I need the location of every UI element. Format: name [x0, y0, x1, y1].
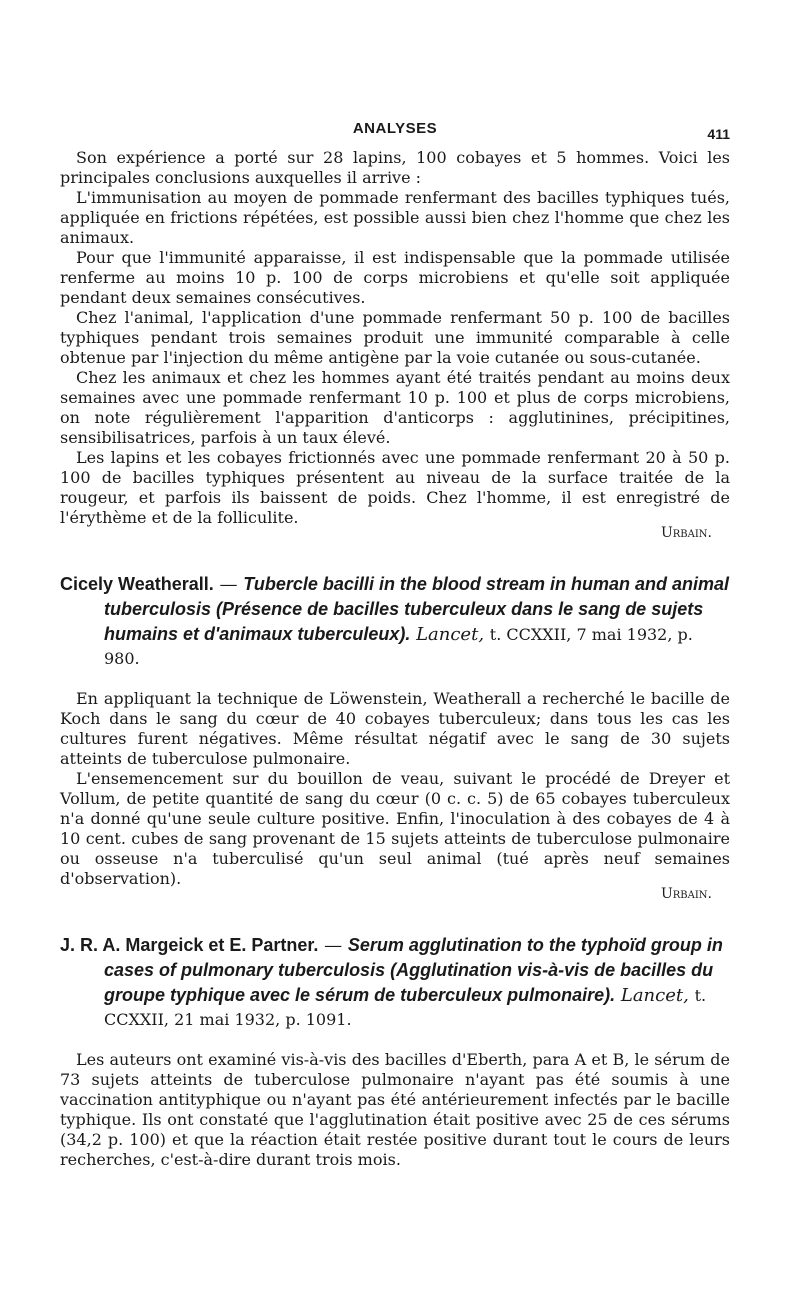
article-citation: t. CCXXII, 7 mai 1932, p. 980. — [104, 625, 693, 668]
article-authors: J. R. A. Margeick et E. Partner. — [60, 935, 319, 955]
paragraph: En appliquant la technique de Löwenstein, Weatherall a recherché le bacille de Koch dans le sang du cœur de 40 cobayes tuberculeux; dans tous les cas les cultures furent négatives. Même résultat négatif avec le sang de 30 sujets atteints de tuberculose pulmonaire. — [60, 689, 730, 768]
paragraph: Les auteurs ont examiné vis-à-vis des bacilles d'Eberth, para A et B, le sérum de 73 sujets atteints de tuberculose pulmonaire n'ayant pas été soumis à une vaccination antityphique ou n'ayant pas été antérieurement infectés par le bacille typhique. Ils ont constaté que l'agglutination était positive avec 25 de ces sérums (34,2 p. 100) et que la réaction était restée positive durant tout le cours de leurs recherches, c'est-à-dire durant trois mois. — [60, 1050, 730, 1169]
first-article — [60, 148, 730, 542]
paragraph: Chez les animaux et chez les hommes ayant été traités pendant au moins deux semaines avec une pommade renfermant 10 p. 100 et plus de corps microbiens, on note régulièrement l'apparition d'anticorps : agglutinines, précipitines, sensibilisatrices, parfois à un taux élevé. — [60, 368, 730, 447]
page — [60, 112, 730, 1170]
journal-name: Lancet, — [416, 624, 485, 645]
article-citation: t. CCXXII, 21 mai 1932, p. 1091. — [104, 986, 707, 1029]
running-head — [60, 112, 730, 148]
signature: Urbain. — [660, 525, 712, 541]
article-title: Tubercle bacilli in the blood stream in human and animal tuberculosis (Présence de bacilles tuberculeux dans le sang de sujets humains et d'animaux tuberculeux). — [104, 574, 729, 644]
paragraph: Son expérience a porté sur 28 lapins, 100 cobayes et 5 hommes. Voici les principales conclusions auxquelles il arrive : — [60, 148, 730, 187]
article-authors: Cicely Weatherall. — [60, 574, 214, 594]
page-number: 411 — [707, 126, 730, 142]
paragraph: L'immunisation au moyen de pommade renfermant des bacilles typhiques tués, appliquée en frictions répétées, est possible aussi bien chez l'homme que chez les animaux. — [60, 188, 730, 247]
paragraph: L'ensemencement sur du bouillon de veau, suivant le procédé de Dreyer et Vollum, de petite quantité de sang du cœur (0 c. c. 5) de 65 cobayes tuberculeux n'a donné qu'une seule culture positive. Enfin, l'inoculation à des cobayes de 4 à 10 cent. cubes de sang provenant de 15 sujets atteints de tuberculose pulmonaire ou osseuse n'a tuberculisé qu'un seul animal (tué après neuf semaines d'observation). — [60, 769, 730, 888]
paragraph: Chez l'animal, l'application d'une pommade renfermant 50 p. 100 de bacilles typhiques pendant trois semaines produit une immunité comparable à celle obtenue par l'injection du même antigène par la voie cutanée ou sous-cutanée. — [60, 308, 730, 367]
second-article — [60, 689, 730, 903]
paragraph: Les lapins et les cobayes frictionnés avec une pommade renfermant 20 à 50 p. 100 de bacilles typhiques présentent au niveau de la surface traitée de la rougeur, et parfois ils baissent de poids. Chez l'homme, il est enregistré de l'érythème et de la folliculite. — [60, 448, 730, 527]
journal-name: Lancet, — [620, 985, 689, 1006]
signature: Urbain. — [660, 886, 712, 902]
article-heading: J. R. A. Margeick et E. Partner. — Serum agglutination to the typhoïd group in cases of pulmonary tuberculosis (Agglutination vis-à-vis de bacilles du groupe typhique avec le sérum de tuberculeux pulmonaire). Lancet, t. CCXXII, 21 mai 1932, p. 1091. — [60, 935, 723, 1029]
article-heading: Cicely Weatherall. — Tubercle bacilli in the blood stream in human and animal tuberculosis (Présence de bacilles tuberculeux dans le sang de sujets humains et d'animaux tuberculeux). Lancet, t. CCXXII, 7 mai 1932, p. 980. — [60, 574, 729, 668]
running-title: ANALYSES — [352, 120, 438, 137]
article-title: Serum agglutination to the typhoïd group in cases of pulmonary tuberculosis (Agglutination vis-à-vis de bacilles du groupe typhique avec le sérum de tuberculeux pulmonaire). — [104, 935, 723, 1005]
third-article — [60, 1050, 730, 1170]
paragraph: Pour que l'immunité apparaisse, il est indispensable que la pommade utilisée renferme au moins 10 p. 100 de corps microbiens et qu'elle soit appliquée pendant deux semaines consécutives. — [60, 248, 730, 307]
